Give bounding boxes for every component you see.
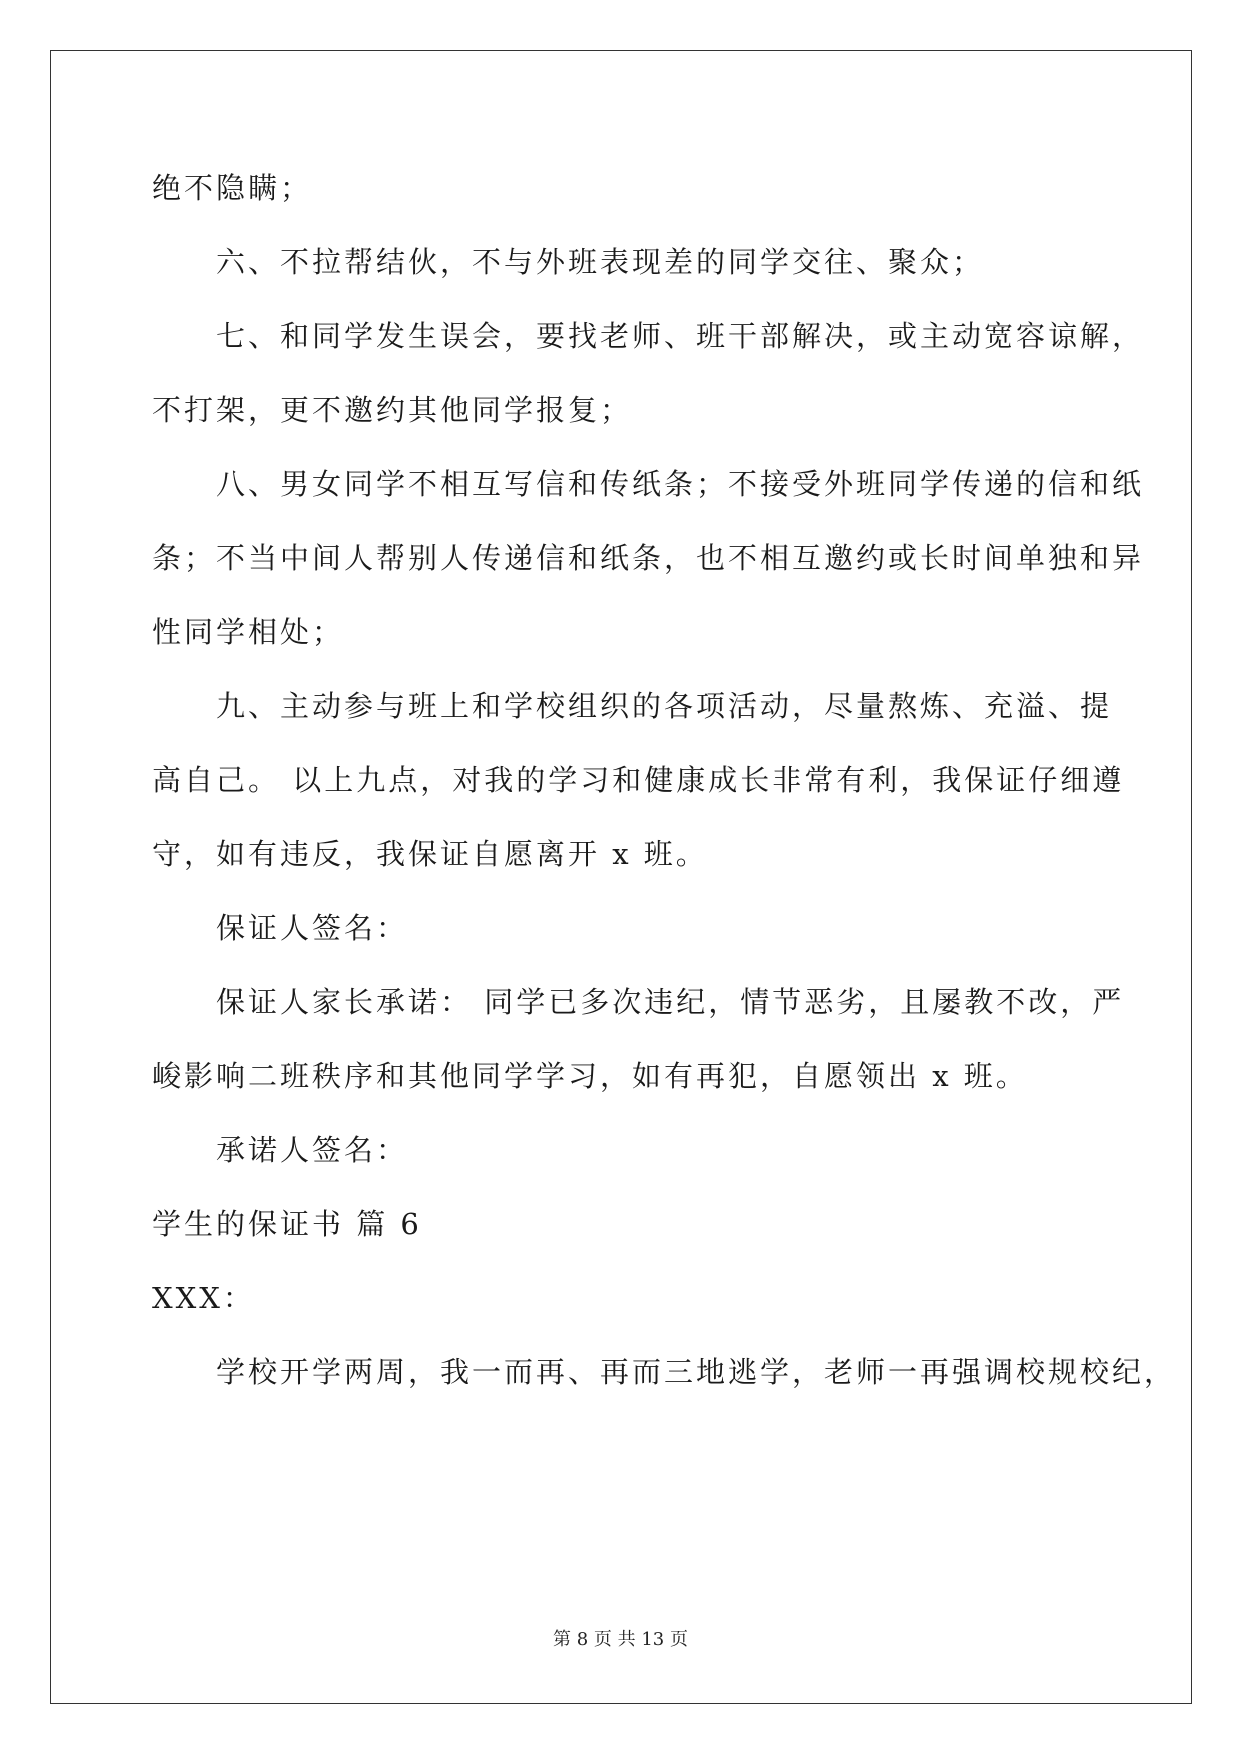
paragraph-line: 八、男女同学不相互写信和传纸条；不接受外班同学传递的信和纸 [216,467,1145,501]
paragraph-line: 保证人家长承诺： 同学已多次违纪，情节恶劣，且屡教不改，严 [216,985,1125,1019]
paragraph-line: 不打架，更不邀约其他同学报复； [152,393,633,427]
salutation: XXX： [152,1281,255,1315]
paragraph-line: 六、不拉帮结伙，不与外班表现差的同学交往、聚众； [216,245,985,279]
section-heading: 学生的保证书 篇 6 [152,1207,422,1241]
paragraph-line: 峻影响二班秩序和其他同学学习，如有再犯，自愿领出 x 班。 [152,1059,1028,1093]
page-frame [50,50,1192,1704]
paragraph-line: 承诺人签名： [216,1133,409,1167]
paragraph-line: 性同学相处； [152,615,345,649]
paragraph-line: 九、主动参与班上和学校组织的各项活动，尽量熬炼、充溢、提 [216,689,1113,723]
paragraph-line: 学校开学两周，我一而再、再而三地逃学，老师一再强调校规校纪， [216,1355,1177,1389]
paragraph-line: 绝不隐瞒； [152,171,313,205]
paragraph-line: 保证人签名： [216,911,409,945]
paragraph-line: 守，如有违反，我保证自愿离开 x 班。 [152,837,708,871]
page-number-footer: 第 8 页 共 13 页 [553,1629,688,1650]
paragraph-line: 高自己。 以上九点，对我的学习和健康成长非常有利，我保证仔细遵 [152,763,1125,797]
paragraph-line: 七、和同学发生误会，要找老师、班干部解决，或主动宽容谅解， [216,319,1145,353]
paragraph-line: 条；不当中间人帮别人传递信和纸条，也不相互邀约或长时间单独和异 [152,541,1145,575]
